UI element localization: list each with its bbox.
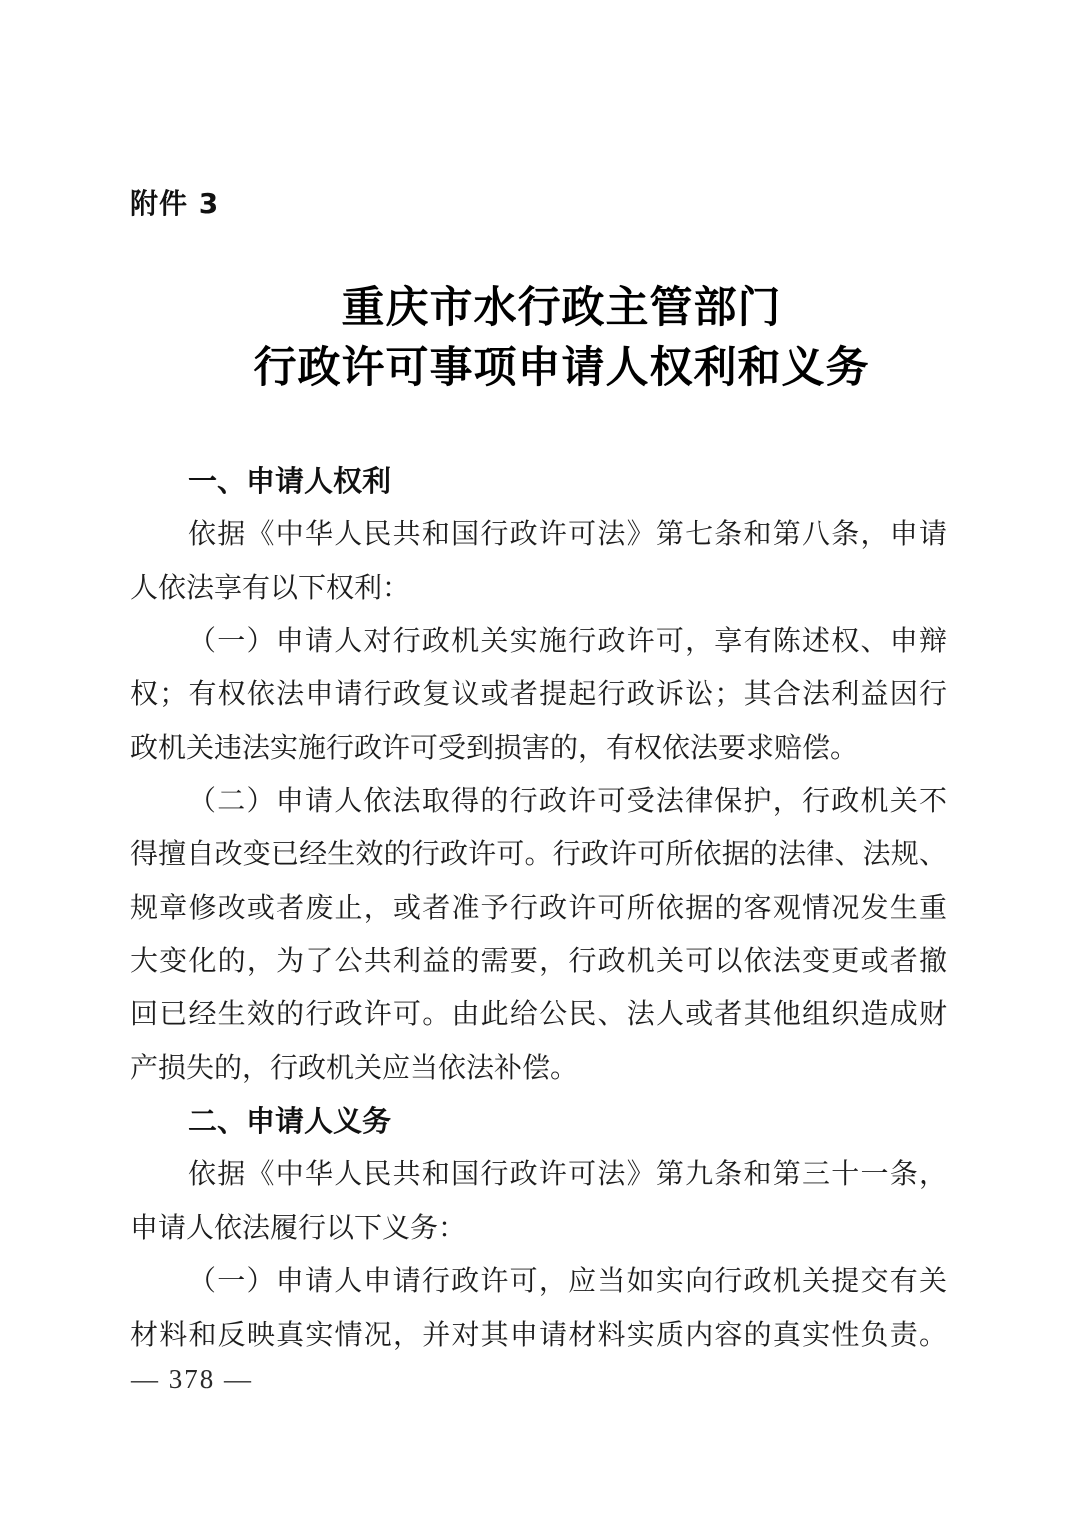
body-text-line: 依据《中华人民共和国行政许可法》第九条和第三十一条， <box>188 1159 947 1191</box>
body-text-line: （二）申请人依法取得的行政许可受法律保护，行政机关不 <box>188 786 947 818</box>
body-text-line: 申请人依法履行以下义务： <box>130 1212 467 1244</box>
attachment-label: 附件 3 <box>130 187 220 220</box>
body-text-line: 依据《中华人民共和国行政许可法》第七条和第八条，申请 <box>188 519 947 551</box>
body-text-line: 规章修改或者废止，或者准予行政许可所依据的客观情况发生重 <box>130 892 947 924</box>
document-title-line-2: 行政许可事项申请人权利和义务 <box>253 343 870 393</box>
content-flow <box>130 455 947 1362</box>
body-text-line: （一）申请人申请行政许可，应当如实向行政机关提交有关 <box>188 1266 947 1298</box>
body-text-line: 回已经生效的行政许可。由此给公民、法人或者其他组织造成财 <box>130 999 947 1031</box>
body-text-line: 产损失的，行政机关应当依法补偿。 <box>130 1052 579 1084</box>
body-text-line: 材料和反映真实情况，并对其申请材料实质内容的真实性负责。 <box>130 1319 947 1351</box>
page-number: — 378 — <box>131 1364 253 1394</box>
section-heading-1: 一、申请人权利 <box>188 464 392 498</box>
body-text-line: 人依法享有以下权利： <box>130 572 411 604</box>
document-title-line-1: 重庆市水行政主管部门 <box>341 283 782 333</box>
body-text-line: （一）申请人对行政机关实施行政许可，享有陈述权、申辩 <box>188 626 947 658</box>
body-text-line: 政机关违法实施行政许可受到损害的，有权依法要求赔偿。 <box>130 732 859 764</box>
document-title <box>153 278 970 398</box>
body-text-line: 得擅自改变已经生效的行政许可。行政许可所依据的法律、法规、 <box>130 839 947 871</box>
body-text-line: 权；有权依法申请行政复议或者提起行政诉讼；其合法利益因行 <box>130 679 947 711</box>
section-heading-2: 二、申请人义务 <box>188 1104 392 1139</box>
body-text-line: 大变化的，为了公共利益的需要，行政机关可以依法变更或者撤 <box>130 946 947 978</box>
